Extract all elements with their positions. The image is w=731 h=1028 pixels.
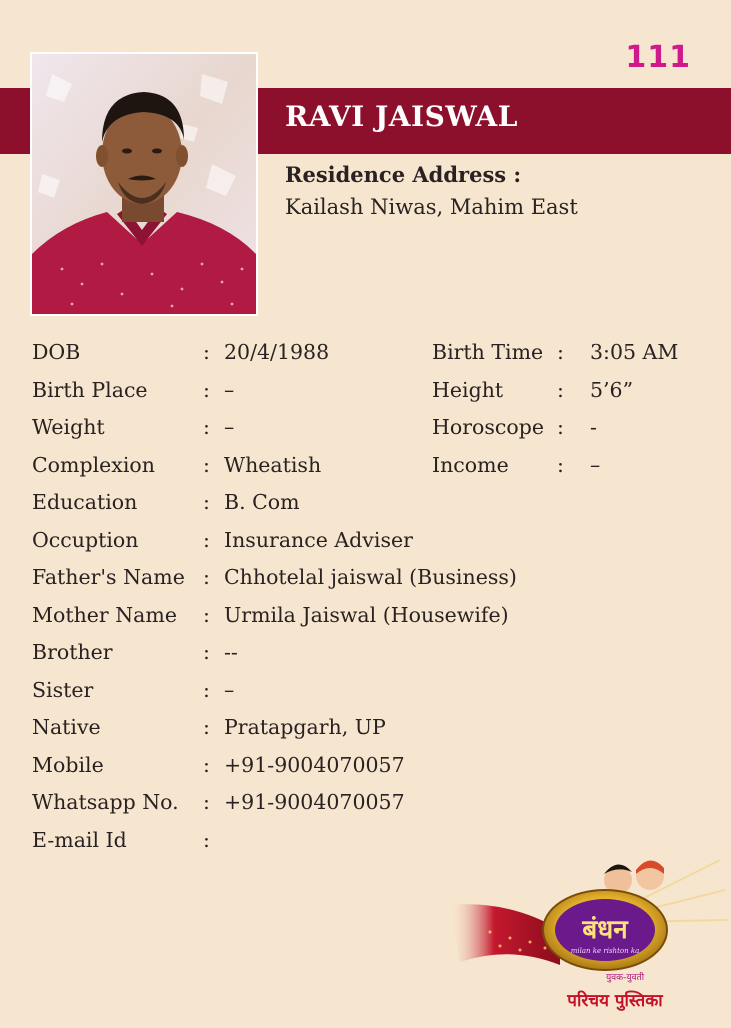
detail-colon: : — [203, 527, 210, 552]
detail-colon: : — [203, 490, 210, 514]
detail-colon: : — [203, 565, 210, 589]
detail-label-secondary: Birth Time — [432, 340, 544, 364]
detail-value: 20/4/1988 — [224, 340, 330, 364]
candidate-name: RAVI JAISWAL — [285, 100, 518, 133]
detail-label: Education — [32, 490, 138, 514]
page-number: 111 — [625, 40, 691, 75]
detail-row-mother-name — [32, 603, 712, 641]
detail-label: Father's Name — [32, 565, 185, 589]
residence-address-label: Residence Address : — [285, 162, 522, 187]
detail-value: Chhotelal jaiswal (Business) — [224, 565, 517, 589]
detail-value-secondary: 5’6” — [590, 377, 634, 402]
detail-value: +91-9004070057 — [224, 752, 405, 777]
detail-colon-secondary: : — [557, 452, 564, 477]
detail-row-native — [32, 715, 712, 753]
detail-row-father-name — [32, 565, 712, 603]
detail-row-whatsapp — [32, 790, 712, 828]
detail-row-education — [32, 490, 712, 528]
detail-label: Weight — [32, 415, 105, 439]
detail-value: Insurance Adviser — [224, 527, 413, 552]
detail-colon-secondary: : — [557, 415, 564, 439]
detail-colon: : — [203, 377, 210, 402]
detail-label: Mother Name — [32, 602, 177, 627]
detail-label-secondary: Height — [432, 377, 504, 402]
detail-colon: : — [203, 415, 210, 439]
detail-value-secondary: 3:05 AM — [590, 340, 679, 364]
bandhan-logo — [450, 850, 731, 1024]
detail-colon: : — [203, 715, 210, 739]
detail-value: B. Com — [224, 490, 300, 514]
detail-colon-secondary: : — [557, 340, 564, 364]
detail-colon: : — [203, 677, 210, 702]
detail-row-complexion — [32, 453, 712, 491]
detail-row-mobile — [32, 753, 712, 791]
detail-label: E-mail Id — [32, 827, 127, 852]
detail-value: – — [224, 377, 235, 402]
detail-label-secondary: Income — [432, 452, 509, 477]
logo-title: बंधन — [582, 915, 628, 945]
detail-row-sister — [32, 678, 712, 716]
details-table — [32, 340, 712, 865]
detail-value-secondary: – — [590, 452, 601, 477]
detail-colon: : — [203, 452, 210, 477]
detail-label: Native — [32, 715, 101, 739]
detail-value-secondary: - — [590, 415, 597, 439]
detail-label: Brother — [32, 640, 113, 664]
detail-value: Wheatish — [224, 452, 322, 477]
detail-label: Whatsapp No. — [32, 790, 179, 814]
detail-colon: : — [203, 827, 210, 852]
detail-label: Occuption — [32, 527, 139, 552]
detail-label-secondary: Horoscope — [432, 415, 544, 439]
profile-photo — [30, 52, 258, 316]
logo-subtitle: युवक-युवती — [605, 973, 645, 983]
logo-bottom-text: परिचय पुस्तिका — [567, 991, 663, 1011]
detail-row-birth-place — [32, 378, 712, 416]
detail-label: Mobile — [32, 752, 104, 777]
detail-label: Complexion — [32, 452, 155, 477]
person-photo-illustration — [32, 54, 256, 314]
detail-label: Birth Place — [32, 377, 148, 402]
detail-colon: : — [203, 602, 210, 627]
detail-colon-secondary: : — [557, 377, 564, 402]
detail-row-occupation — [32, 528, 712, 566]
detail-label: Sister — [32, 677, 94, 702]
bandhan-emblem-icon — [450, 850, 731, 1024]
detail-row-dob — [32, 340, 712, 378]
detail-value: – — [224, 677, 235, 702]
detail-value: Urmila Jaiswal (Housewife) — [224, 602, 509, 627]
detail-value: – — [224, 415, 235, 439]
detail-value: +91-9004070057 — [224, 790, 405, 814]
detail-value: -- — [224, 640, 238, 664]
detail-row-weight — [32, 415, 712, 453]
detail-row-brother — [32, 640, 712, 678]
detail-colon: : — [203, 340, 210, 364]
detail-colon: : — [203, 640, 210, 664]
residence-address-value: Kailash Niwas, Mahim East — [285, 195, 578, 219]
detail-colon: : — [203, 790, 210, 814]
logo-tagline: milan ke rishton ka — [570, 947, 640, 955]
detail-label: DOB — [32, 340, 81, 364]
detail-value: Pratapgarh, UP — [224, 715, 386, 739]
detail-colon: : — [203, 752, 210, 777]
